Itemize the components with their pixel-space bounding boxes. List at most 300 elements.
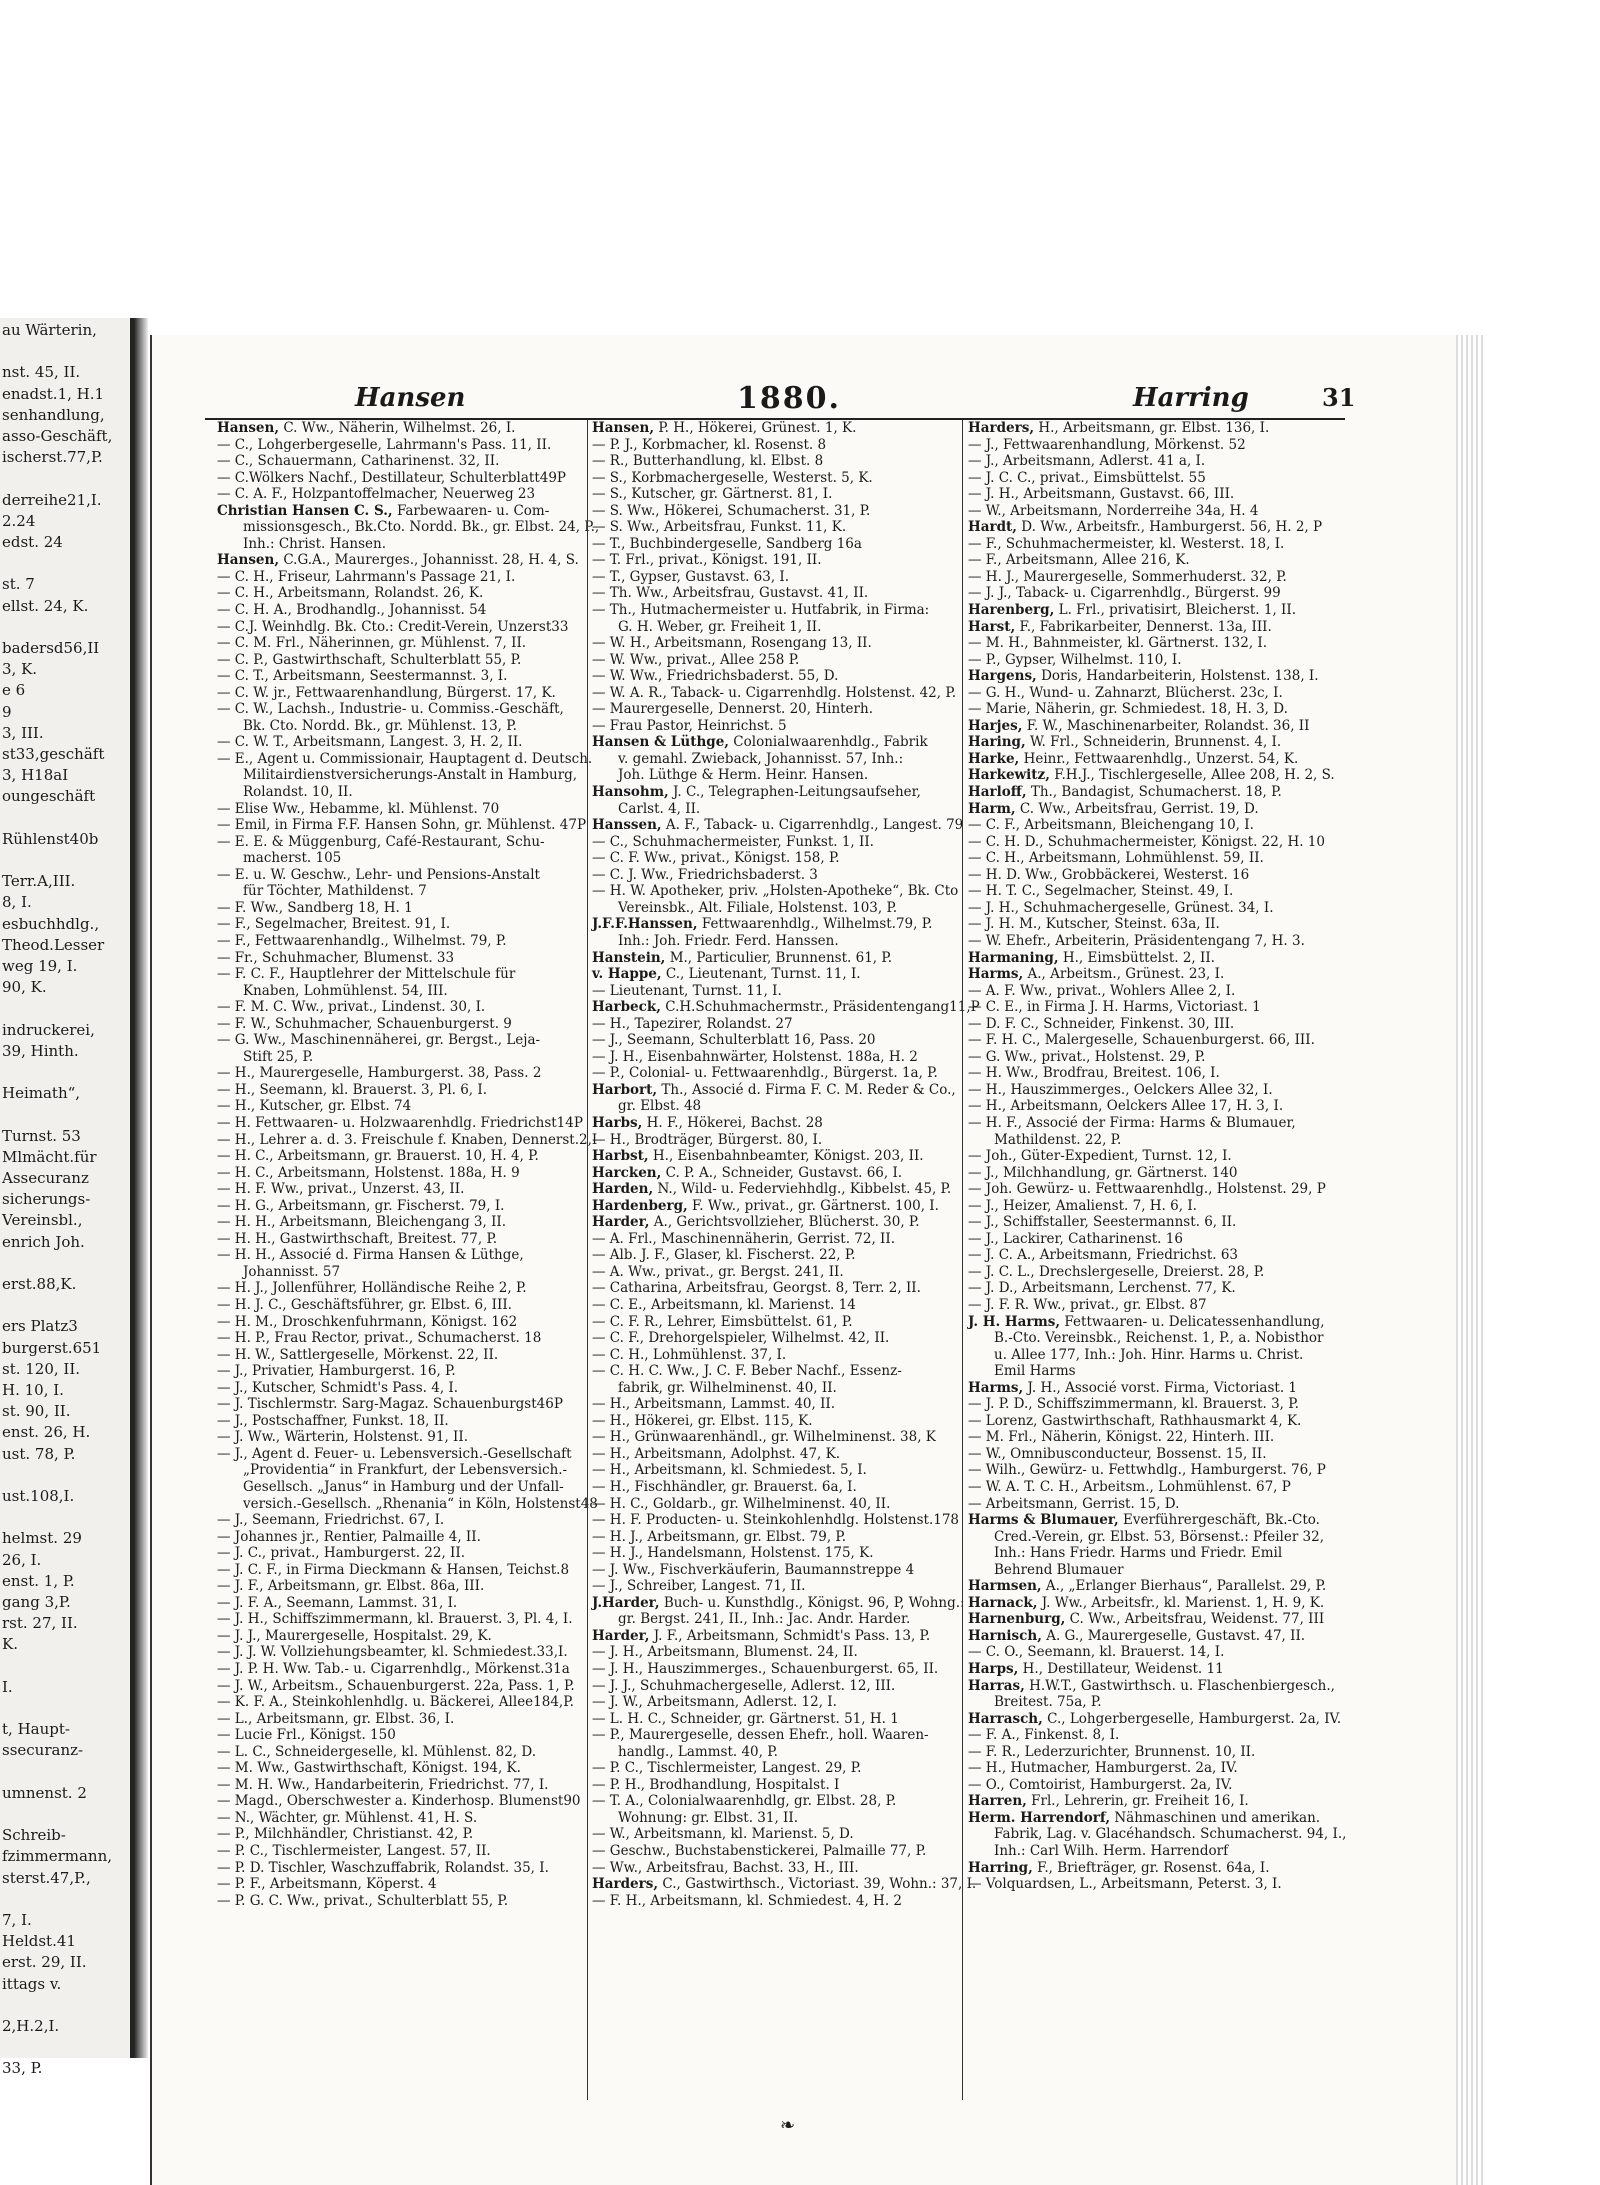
directory-entry: [217, 701, 587, 718]
directory-entry: [968, 701, 1338, 718]
directory-entry: [968, 1777, 1338, 1794]
directory-entry: [592, 1843, 962, 1860]
directory-entry: [968, 1429, 1338, 1446]
directory-entry: [968, 1727, 1338, 1744]
entry-details: gr. Elbst. 48: [618, 1098, 702, 1115]
entry-details: — Lorenz, Gastwirthschaft, Rathhausmarkt 4, K.: [968, 1412, 1302, 1429]
directory-entry: [217, 1529, 587, 1546]
prev-page-line: nst. 45, II.: [2, 363, 81, 382]
entry-details: — C. W., Lachsh., Industrie- u. Commiss.-Geschäft,: [217, 701, 564, 718]
directory-entry: [592, 883, 962, 900]
directory-entry: [592, 1297, 962, 1314]
entry-surname: Harms & Blumauer,: [968, 1512, 1119, 1529]
entry-details: F., Fabrikarbeiter, Dennerst. 13a, III.: [1019, 618, 1272, 635]
entry-details: — J., Kutscher, Schmidt's Pass. 4, I.: [217, 1379, 459, 1396]
prev-page-line: Heimath“,: [2, 1084, 81, 1103]
prev-page-line: weg 19, I.: [2, 957, 78, 975]
directory-entry: [217, 437, 587, 454]
directory-entry: [592, 635, 962, 652]
entry-details: — Lucie Frl., Königst. 150: [217, 1727, 396, 1744]
directory-entry: [968, 1760, 1338, 1777]
entry-details: — G. Ww., Maschinennäherei, gr. Bergst., Leja-: [217, 1032, 541, 1049]
prev-page-line: indruckerei,: [2, 1020, 95, 1039]
entry-details: gr. Bergst. 241, II., Inh.: Jac. Andr. Harder.: [618, 1611, 911, 1628]
entry-details: — J., Agent d. Feuer- u. Lebensversich.-Gesellschaft: [217, 1445, 572, 1462]
prev-page-line: Heldst.41: [2, 1932, 76, 1951]
entry-details: — Th., Hutmachermeister u. Hutfabrik, in Firma:: [592, 602, 930, 619]
directory-entry: [592, 1628, 962, 1645]
prev-page-line: esbuchhdlg.,: [2, 914, 100, 933]
directory-entry: [217, 1032, 587, 1049]
directory-entry: [592, 1098, 962, 1115]
directory-entry: [968, 718, 1338, 735]
entry-details: C. Ww., Arbeitsfrau, Gerrist. 19, D.: [1019, 800, 1259, 817]
prev-page-line: ers Platz3: [2, 1317, 78, 1336]
directory-entry: [592, 1214, 962, 1231]
prev-page-line: H. 10, I.: [2, 1381, 64, 1399]
directory-entry: [592, 1363, 962, 1380]
directory-entry: [217, 817, 587, 834]
entry-details: — Emil, in Firma F.F. Hansen Sohn, gr. Mühlenst. 47P: [217, 817, 587, 834]
entry-details: Fettwaarenhdlg., Wilhelmst.79, P.: [701, 916, 933, 933]
directory-entry: [968, 1595, 1338, 1612]
directory-entry: [968, 767, 1338, 784]
directory-entry: [592, 1198, 962, 1215]
entry-details: — O., Comtoirist, Hamburgerst. 2a, IV.: [968, 1776, 1233, 1793]
directory-entry: [968, 1628, 1338, 1645]
directory-entry: [592, 1032, 962, 1049]
prev-page-line: 8, I.: [2, 893, 32, 912]
directory-entry: [217, 1165, 587, 1182]
entry-details: — A. F. Ww., privat., Wohlers Allee 2, I.: [968, 982, 1236, 999]
directory-entry: [968, 1710, 1342, 1728]
directory-entry: [592, 1876, 977, 1893]
prev-page-line: Mlmächt.für: [2, 1147, 97, 1166]
entry-details: — W. Ehefr., Arbeiterin, Präsidentengang 7, H. 3.: [968, 932, 1305, 949]
entry-details: — Alb. J. F., Glaser, kl. Fischerst. 22, P.: [592, 1247, 856, 1264]
entry-details: D. Ww., Arbeitsfr., Hamburgerst. 56, H. 2, P: [1021, 519, 1323, 536]
directory-entry: [968, 1512, 1338, 1529]
prev-page-line: oungeschäft: [2, 787, 96, 806]
entry-details: — H. H., Gastwirthschaft, Breitest. 77, P.: [217, 1230, 498, 1247]
directory-entry: [592, 701, 962, 718]
entry-details: — C. F. R., Lehrer, Eimsbüttelst. 61, P.: [592, 1313, 853, 1330]
entry-details: — T., Gypser, Gustavst. 63, I.: [592, 568, 790, 585]
entry-details: — J. H., Arbeitsmann, Gustavst. 66, III.: [968, 486, 1235, 503]
prev-page-line: ischerst.77,P.: [2, 448, 103, 467]
prev-page-line: 2.24: [2, 511, 36, 530]
entry-details: Inh.: Joh. Friedr. Ferd. Hanssen.: [618, 932, 839, 949]
prev-page-line: st. 90, II.: [2, 1402, 71, 1421]
entry-details: — Th. Ww., Arbeitsfrau, Gustavst. 41, II.: [592, 585, 869, 602]
directory-entry: [592, 784, 962, 801]
entry-details: — J. Ww., Wärterin, Holstenst. 91, II.: [217, 1429, 469, 1446]
directory-entry: [968, 1446, 1338, 1463]
directory-entry: [217, 1595, 587, 1612]
directory-entry: [217, 1330, 587, 1347]
entry-details: H., Arbeitsmann, gr. Elbst. 136, I.: [1038, 420, 1270, 436]
directory-entry: [217, 867, 587, 884]
entry-details: Emil Harms: [994, 1363, 1076, 1380]
directory-entry: [968, 569, 1338, 586]
entry-details: — J. Tischlermstr. Sarg-Magaz. Schauenburgst46P: [217, 1396, 563, 1413]
directory-entry: [217, 1396, 587, 1413]
entry-details: — J., Schreiber, Langest. 71, II.: [592, 1578, 806, 1595]
prev-page-line: Vereinsbl.,: [2, 1211, 83, 1230]
entry-details: — H. F. Producten- u. Steinkohlenhdlg. Holstenst.178: [592, 1512, 960, 1529]
directory-entry: [592, 1727, 962, 1744]
entry-details: — Marie, Näherin, gr. Schmiedest. 18, H. 3, D.: [968, 701, 1288, 718]
entry-details: — L. H. C., Schneider, gr. Gärtnerst. 51, H. 1: [592, 1710, 899, 1727]
entry-surname: Harms,: [968, 1379, 1024, 1396]
directory-entry: [217, 1131, 598, 1149]
entry-surname: Harm,: [968, 800, 1016, 817]
entry-details: — H., Kutscher, gr. Elbst. 74: [217, 1098, 412, 1115]
entry-details: — F. A., Finkenst. 8, I.: [968, 1727, 1120, 1744]
directory-entry: [217, 652, 587, 669]
directory-entry: [217, 1429, 587, 1446]
entry-details: — F., Arbeitsmann, Allee 216, K.: [968, 552, 1190, 569]
directory-entry: [592, 1314, 962, 1331]
directory-entry: [217, 1611, 587, 1628]
prev-page-line: 39, Hinth.: [2, 1041, 79, 1060]
directory-entry: [217, 470, 587, 487]
directory-entry: [217, 1446, 587, 1463]
directory-entry: [968, 1396, 1338, 1413]
directory-entry: [968, 635, 1338, 652]
entry-details: — F. R., Lederzurichter, Brunnenst. 10, II.: [968, 1743, 1256, 1760]
prev-page-line: helmst. 29: [2, 1529, 82, 1548]
directory-entry: [592, 486, 962, 503]
entry-surname: Harke,: [968, 750, 1020, 767]
prev-page-line: derreihe21,I.: [2, 490, 102, 509]
entry-surname: Harnenburg,: [968, 1611, 1066, 1628]
entry-surname: Hansen,: [217, 552, 280, 569]
entry-details: — C., Schauermann, Catharinenst. 32, II.: [217, 453, 500, 470]
entry-details: — J. F., Arbeitsmann, gr. Elbst. 86a, III.: [217, 1578, 485, 1595]
entry-details: — H., Brodträger, Bürgerst. 80, I.: [592, 1131, 823, 1148]
entry-details: — J., Privatier, Hamburgerst. 16, P.: [217, 1363, 456, 1380]
prev-page-line: 26, I.: [2, 1550, 42, 1569]
entry-surname: Harnisch,: [968, 1627, 1042, 1644]
entry-surname: Hanstein,: [592, 949, 666, 966]
entry-details: — W. A. T. C. H., Arbeitsm., Lohmühlenst. 67, P: [968, 1479, 1291, 1495]
directory-entry: [968, 933, 1338, 950]
entry-details: — H. J., Jollenführer, Holländische Reihe 2, P.: [217, 1280, 527, 1297]
previous-page-fragment: [0, 318, 134, 2078]
entry-details: — M. Ww., Gastwirthschaft, Königst. 194, K.: [217, 1760, 521, 1777]
entry-details: C. Ww., Näherin, Wilhelmst. 26, I.: [283, 420, 516, 436]
entry-details: — Johannes jr., Rentier, Palmaille 4, II.: [217, 1528, 481, 1545]
directory-entry: [968, 1148, 1338, 1165]
entry-details: — J., Heizer, Amalienst. 7, H. 6, I.: [968, 1197, 1197, 1214]
entry-details: Th., Associé d. Firma F. C. M. Reder & Co.,: [661, 1081, 956, 1098]
column-divider: [587, 420, 588, 2100]
entry-details: — H., Maurergeselle, Hamburgerst. 38, Pass. 2: [217, 1065, 542, 1082]
entry-details: Militairdienstversicherungs-Anstalt in Hamburg,: [243, 767, 578, 784]
directory-entry: [592, 834, 962, 851]
directory-entry: [592, 966, 962, 983]
directory-entry: [217, 619, 587, 636]
entry-details: — W., Arbeitsmann, Norderreihe 34a, H. 4: [968, 502, 1259, 519]
directory-entry: [592, 1049, 962, 1066]
entry-details: — H., Hutmacher, Hamburgerst. 2a, IV.: [968, 1760, 1238, 1777]
entry-details: Breitest. 75a, P.: [994, 1694, 1102, 1711]
directory-entry: [217, 486, 587, 503]
directory-entry: [592, 900, 962, 917]
entry-details: — H. J., Maurergeselle, Sommerhuderst. 32, P.: [968, 568, 1287, 585]
entry-details: — J. F. A., Seemann, Lammst. 31, I.: [217, 1594, 458, 1611]
prev-page-line: umnenst. 2: [2, 1783, 87, 1802]
directory-entry: [968, 602, 1338, 619]
directory-entry: [217, 1843, 587, 1860]
directory-entry: [968, 453, 1338, 470]
entry-details: C., Lieutenant, Turnst. 11, I.: [665, 966, 861, 983]
directory-entry: [968, 1082, 1338, 1099]
entry-details: — L. C., Schneidergeselle, kl. Mühlenst. 82, D.: [217, 1743, 537, 1760]
directory-entry: [217, 933, 587, 950]
entry-details: — C. T., Arbeitsmann, Seestermannst. 3, I.: [217, 668, 508, 685]
directory-entry: [592, 668, 962, 685]
entry-details: Knaben, Lohmühlenst. 54, III.: [243, 982, 448, 999]
entry-surname: Hansohm,: [592, 784, 669, 801]
entry-details: — P. G. C. Ww., privat., Schulterblatt 55, P.: [217, 1892, 509, 1909]
entry-details: F.H.J., Tischlergeselle, Allee 208, H. 2, S.: [1054, 767, 1335, 784]
prev-page-line: asso-Geschäft,: [2, 427, 113, 445]
entry-details: — D. F. C., Schneider, Finkenst. 30, III.: [968, 1015, 1235, 1032]
directory-entry: [592, 519, 962, 536]
entry-details: — C. E., Arbeitsmann, kl. Marienst. 14: [592, 1296, 856, 1313]
directory-entry: [968, 1529, 1338, 1546]
directory-entry: [217, 734, 587, 751]
directory-entry: [217, 1016, 587, 1033]
directory-entry: [217, 1347, 587, 1364]
directory-entry: [592, 801, 962, 818]
directory-entry: [217, 900, 587, 917]
directory-entry: [968, 1264, 1338, 1281]
entry-details: Heinr., Fettwaarenhdlg., Unzerst. 54, K.: [1023, 750, 1299, 767]
entry-details: — H., Arbeitsmann, Lammst. 40, II.: [592, 1396, 836, 1413]
directory-entry: [968, 1496, 1338, 1513]
directory-entry: [968, 1611, 1338, 1628]
entry-details: missionsgesch., Bk.Cto. Nordd. Bk., gr. Elbst. 24, P.,: [243, 519, 600, 536]
entry-details: — Elise Ww., Hebamme, kl. Mühlenst. 70: [217, 800, 500, 817]
book-gutter: [134, 318, 148, 2058]
prev-page-line: edst. 24: [2, 533, 63, 551]
directory-entry: [968, 1115, 1338, 1132]
entry-details: — J. J., Schuhmachergeselle, Adlerst. 12, III.: [592, 1677, 896, 1694]
prev-page-line: rst. 27, II.: [2, 1614, 78, 1633]
directory-entry: [968, 1198, 1338, 1215]
entry-details: für Töchter, Mathildenst. 7: [243, 883, 427, 900]
entry-details: — J. H. M., Kutscher, Steinst. 63a, II.: [968, 916, 1220, 933]
entry-details: Gesellsch. „Janus“ in Hamburg und der Unfall-: [243, 1479, 564, 1495]
entry-details: — W. Ww., privat., Allee 258 P.: [592, 651, 800, 668]
directory-entry: [592, 1446, 962, 1463]
directory-entry: [968, 1297, 1338, 1314]
directory-entry: [217, 1479, 587, 1496]
directory-entry: [217, 1181, 587, 1198]
entry-details: H. F., Hökerei, Bachst. 28: [646, 1114, 823, 1131]
directory-entry: [592, 916, 962, 933]
entry-details: C. P. A., Schneider, Gustavst. 66, I.: [665, 1164, 903, 1181]
directory-entry: [592, 1132, 962, 1149]
entry-details: — Arbeitsmann, Gerrist. 15, D.: [968, 1495, 1180, 1512]
entry-details: — W. A. R., Taback- u. Cigarrenhdlg. Holstenst. 42, P.: [592, 684, 956, 701]
directory-entry: [217, 1810, 587, 1827]
entry-surname: Harmaning,: [968, 949, 1059, 966]
entry-details: — F., Fettwaarenhandlg., Wilhelmst. 79, P.: [217, 932, 507, 949]
directory-entry: [592, 751, 962, 768]
directory-entry: [968, 1462, 1338, 1479]
entry-details: — C., Schuhmachermeister, Funkst. 1, II.: [592, 833, 874, 850]
directory-entry: [592, 1678, 962, 1695]
directory-entry: [217, 1462, 587, 1479]
entry-details: — H., Fischhändler, gr. Brauerst. 6a, I.: [592, 1479, 857, 1495]
entry-details: — P. C., Tischlermeister, Langest. 29, P.: [592, 1760, 862, 1777]
directory-entry: [217, 685, 587, 702]
entry-details: — C. H., Arbeitsmann, Rolandst. 26, K.: [217, 585, 484, 602]
directory-entry: [217, 635, 587, 652]
directory-entry: [592, 652, 962, 669]
entry-details: J. C., Telegraphen-Leitungsaufseher,: [673, 784, 921, 801]
entry-details: — E., Agent u. Commissionair, Hauptagent d. Deutsch.: [217, 750, 593, 767]
entry-details: — H. H., Associé d. Firma Hansen & Lüthge,: [217, 1247, 524, 1264]
entry-details: — W., Omnibusconducteur, Bossenst. 15, II.: [968, 1445, 1267, 1462]
entry-details: — Volquardsen, L., Arbeitsmann, Peterst. 3, I.: [968, 1876, 1282, 1893]
entry-details: H., Eimsbüttelst. 2, II.: [1062, 949, 1215, 966]
entry-details: — C.Wölkers Nachf., Destillateur, Schulterblatt49P: [217, 469, 567, 486]
entry-surname: Harloff,: [968, 784, 1027, 801]
prev-page-line: 2,H.2,I.: [2, 2017, 60, 2035]
entry-surname: Harras,: [968, 1677, 1025, 1694]
prev-page-line: Schreib-: [2, 1826, 66, 1845]
entry-details: C.G.A., Maurerges., Johannisst. 28, H. 4, S.: [283, 552, 579, 569]
directory-entry: [592, 983, 962, 1000]
entry-details: — J., Seemann, Friedrichst. 67, I.: [217, 1512, 445, 1529]
prev-page-line: enst. 1, P.: [2, 1571, 75, 1590]
directory-entry: [217, 1413, 587, 1430]
entry-details: — P., Milchhändler, Christianst. 42, P.: [217, 1826, 474, 1843]
directory-entry: [592, 950, 962, 967]
entry-details: — E. E. & Müggenburg, Café-Restaurant, Schu-: [217, 833, 545, 850]
entry-details: „Providentia“ in Frankfurt, der Lebensversich.-: [243, 1462, 568, 1479]
entry-details: Johannisst. 57: [243, 1263, 341, 1280]
prev-page-line: 7, I.: [2, 1911, 32, 1929]
entry-details: — S. Ww., Hökerei, Schumacherst. 31, P.: [592, 502, 871, 519]
directory-entry: [968, 867, 1338, 884]
directory-entry: [592, 1330, 962, 1347]
entry-details: Doris, Handarbeiterin, Holstenst. 138, I.: [1041, 668, 1319, 685]
entry-details: — J. C., privat., Hamburgerst. 22, II.: [217, 1545, 465, 1562]
entry-details: macherst. 105: [243, 850, 342, 867]
entry-details: — S. Ww., Arbeitsfrau, Funkst. 11, K.: [592, 519, 847, 536]
directory-entry: [592, 1231, 962, 1248]
directory-entry: [968, 950, 1338, 967]
entry-details: — Maurergeselle, Dennerst. 20, Hinterh.: [592, 701, 873, 718]
entry-details: — J. C. F., in Firma Dieckmann & Hansen, Teichst.8: [217, 1561, 570, 1578]
directory-entry: [217, 1280, 587, 1297]
directory-entry: [217, 950, 587, 967]
entry-surname: Harder,: [592, 1627, 650, 1644]
entry-details: — F., Schuhmachermeister, kl. Westerst. 18, I.: [968, 535, 1285, 552]
directory-entry: [217, 1495, 598, 1513]
directory-entry: [592, 536, 962, 553]
directory-entry: [968, 619, 1338, 636]
entry-details: — H. H., Arbeitsmann, Bleichengang 3, II.: [217, 1214, 507, 1231]
directory-entry: [217, 1893, 587, 1910]
directory-entry: [968, 1562, 1338, 1579]
entry-details: — H. M., Droschkenfuhrmann, Königst. 162: [217, 1313, 518, 1330]
entry-details: fabrik, gr. Wilhelminenst. 40, II.: [618, 1379, 837, 1396]
entry-details: versich.-Gesellsch. „Rhenania“ in Köln, Holstenst48: [243, 1495, 598, 1512]
directory-entry: [217, 1380, 587, 1397]
entry-details: — H., Tapezirer, Rolandst. 27: [592, 1015, 793, 1032]
prev-page-line: ust.108,I.: [2, 1487, 75, 1505]
directory-entry: [592, 933, 962, 950]
directory-entry: [217, 1744, 587, 1761]
entry-details: Bk. Cto. Nordd. Bk., gr. Mühlenst. 13, P.: [243, 717, 517, 734]
entry-details: handlg., Lammst. 40, P.: [618, 1743, 778, 1760]
directory-entry: [968, 1330, 1338, 1347]
entry-details: — G. Ww., privat., Holstenst. 29, P.: [968, 1048, 1206, 1065]
entry-details: — F. H. C., Malergeselle, Schauenburgerst. 66, III.: [968, 1032, 1315, 1049]
directory-entry: [217, 1231, 587, 1248]
entry-details: — C. H., Arbeitsmann, Lohmühlenst. 59, II.: [968, 850, 1264, 867]
entry-details: — J. C. L., Drechslergeselle, Dreierst. 28, P.: [968, 1263, 1265, 1280]
entry-details: — C. W. T., Arbeitsmann, Langest. 3, H. 2, II.: [217, 734, 523, 751]
entry-surname: J. H. Harms,: [968, 1313, 1061, 1330]
prev-page-line: Terr.A,III.: [2, 872, 76, 891]
prev-page-line: 3, H18aI: [2, 766, 69, 785]
entry-details: — F. Ww., Sandberg 18, H. 1: [217, 899, 413, 916]
directory-entry: [592, 1578, 962, 1595]
entry-details: — F., Segelmacher, Breitest. 91, I.: [217, 916, 451, 933]
entry-details: — H. G., Arbeitsmann, gr. Fischerst. 79, I.: [217, 1197, 505, 1214]
entry-details: A. F., Taback- u. Cigarrenhdlg., Langest. 79: [665, 817, 964, 834]
entry-details: — S., Korbmachergeselle, Westerst. 5, K.: [592, 469, 873, 486]
entry-details: Buch- u. Kunsthdlg., Königst. 96, P, Wohng.:: [663, 1594, 965, 1611]
directory-entry: [968, 1860, 1338, 1877]
prev-page-line: Rühlenst40b: [2, 829, 99, 848]
directory-entry: [592, 552, 962, 569]
entry-details: — H. J., Arbeitsmann, gr. Elbst. 79, P.: [592, 1528, 847, 1545]
entry-details: — J. H., Hauszimmerges., Schauenburgerst. 65, II.: [592, 1661, 939, 1678]
directory-entry: [968, 1694, 1338, 1711]
entry-details: — J. C. C., privat., Eimsbüttelst. 55: [968, 469, 1206, 486]
directory-entry: [592, 437, 962, 454]
entry-details: Cred.-Verein, gr. Elbst. 53, Börsenst.: Pfeiler 32,: [994, 1528, 1325, 1545]
column-divider: [962, 420, 963, 2100]
entry-surname: Harnack,: [968, 1594, 1038, 1611]
entry-details: — P. J., Korbmacher, kl. Rosenst. 8: [592, 436, 827, 453]
entry-surname: Harders,: [968, 420, 1035, 436]
entry-details: — H. W. Apotheker, priv. „Holsten-Apotheke“, Bk. Cto: [592, 883, 959, 900]
entry-details: — J., Fettwaarenhandlung, Mörkenst. 52: [968, 436, 1246, 453]
prev-page-line: enst. 26, H.: [2, 1423, 91, 1442]
prev-page-line: fzimmermann,: [2, 1847, 113, 1866]
prev-page-line: Turnst. 53: [2, 1126, 81, 1145]
directory-entry: [968, 1280, 1338, 1297]
directory-entry: [592, 1181, 962, 1198]
directory-entry: [968, 420, 1338, 437]
entry-surname: Harkewitz,: [968, 767, 1050, 784]
directory-entry: [217, 1711, 587, 1728]
prev-page-line: 3, III.: [2, 723, 44, 742]
directory-entry: [968, 1678, 1338, 1695]
entry-details: — H. F. Ww., privat., Unzerst. 43, II.: [217, 1181, 465, 1198]
directory-entry: [217, 602, 587, 619]
